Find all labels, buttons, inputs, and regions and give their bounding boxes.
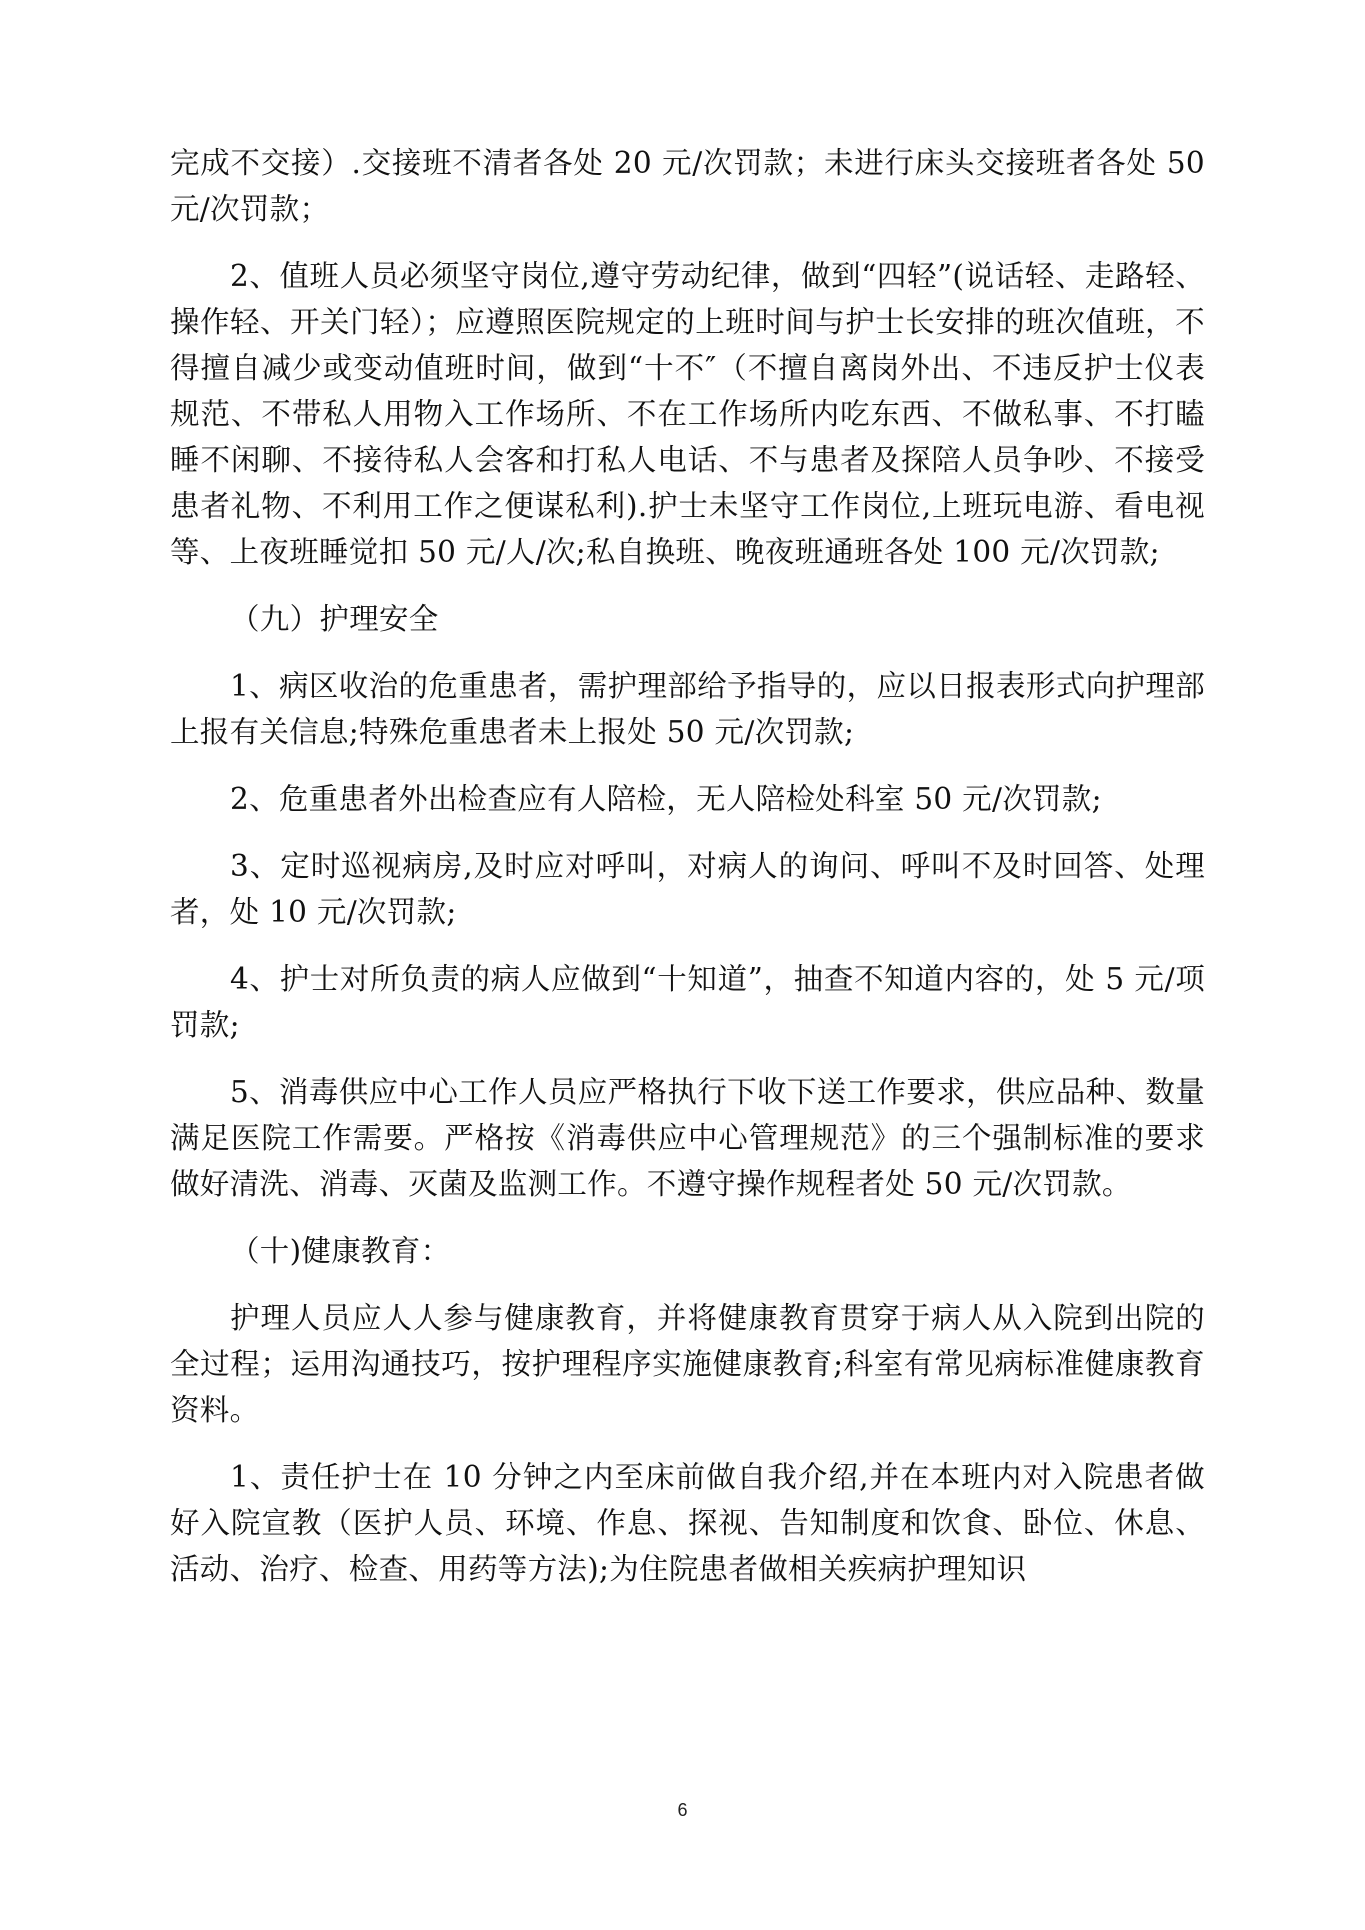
document-body xyxy=(170,140,1205,1613)
paragraph-safety-item-2: 2、危重患者外出检查应有人陪检，无人陪检处科室 50 元/次罚款; xyxy=(230,782,1102,816)
paragraph-safety-item-5: 5、消毒供应中心工作人员应严格执行下收下送工作要求，供应品种、数量满足医院工作需要。严格按《消毒供应中心管理规范》的三个强制标准的要求做好清洗、消毒、灭菌及监测工作。不遵守操作规程者处 50 元/次罚款。 xyxy=(170,1075,1205,1201)
paragraph-safety-item-3: 3、定时巡视病房,及时应对呼叫，对病人的询问、呼叫不及时回答、处理者，处 10 元/次罚款; xyxy=(170,849,1205,929)
paragraph-safety-item-1: 1、病区收治的危重患者，需护理部给予指导的，应以日报表形式向护理部上报有关信息;特殊危重患者未上报处 50 元/次罚款; xyxy=(170,669,1205,749)
paragraph-safety-item-4: 4、护士对所负责的病人应做到“十知道”，抽查不知道内容的，处 5 元/项罚款; xyxy=(170,962,1205,1042)
paragraph-health-education-intro: 护理人员应人人参与健康教育，并将健康教育贯穿于病人从入院到出院的全过程；运用沟通技巧，按护理程序实施健康教育;科室有常见病标准健康教育资料。 xyxy=(170,1301,1205,1427)
paragraph-health-education-item-1: 1、责任护士在 10 分钟之内至床前做自我介绍,并在本班内对入院患者做好入院宣教（医护人员、环境、作息、探视、告知制度和饮食、卧位、休息、活动、治疗、检查、用药等方法);为住院患者做相关疾病护理知识 xyxy=(170,1460,1205,1586)
paragraph-continuation: 完成不交接）.交接班不清者各处 20 元/次罚款；未进行床头交接班者各处 50 元/次罚款； xyxy=(170,146,1205,226)
paragraph-item-2-duty: 2、值班人员必须坚守岗位,遵守劳动纪律，做到“四轻”(说话轻、走路轻、操作轻、开关门轻）；应遵照医院规定的上班时间与护士长安排的班次值班，不得擅自减少或变动值班时间，做到“十不″（不擅自离岗外出、不违反护士仪表规范、不带私人用物入工作场所、不在工作场所内吃东西、不做私事、不打瞌睡不闲聊、不接待私人会客和打私人电话、不与患者及探陪人员争吵、不接受患者礼物、不利用工作之便谋私利).护士未坚守工作岗位,上班玩电游、看电视等、上夜班睡觉扣 50 元/人/次;私自换班、晚夜班通班各处 100 元/次罚款; xyxy=(170,259,1205,569)
section-heading-nursing-safety: （九）护理安全 xyxy=(230,602,439,636)
section-heading-health-education: （十)健康教育： xyxy=(230,1234,451,1268)
page-number: 6 xyxy=(677,1800,688,1820)
